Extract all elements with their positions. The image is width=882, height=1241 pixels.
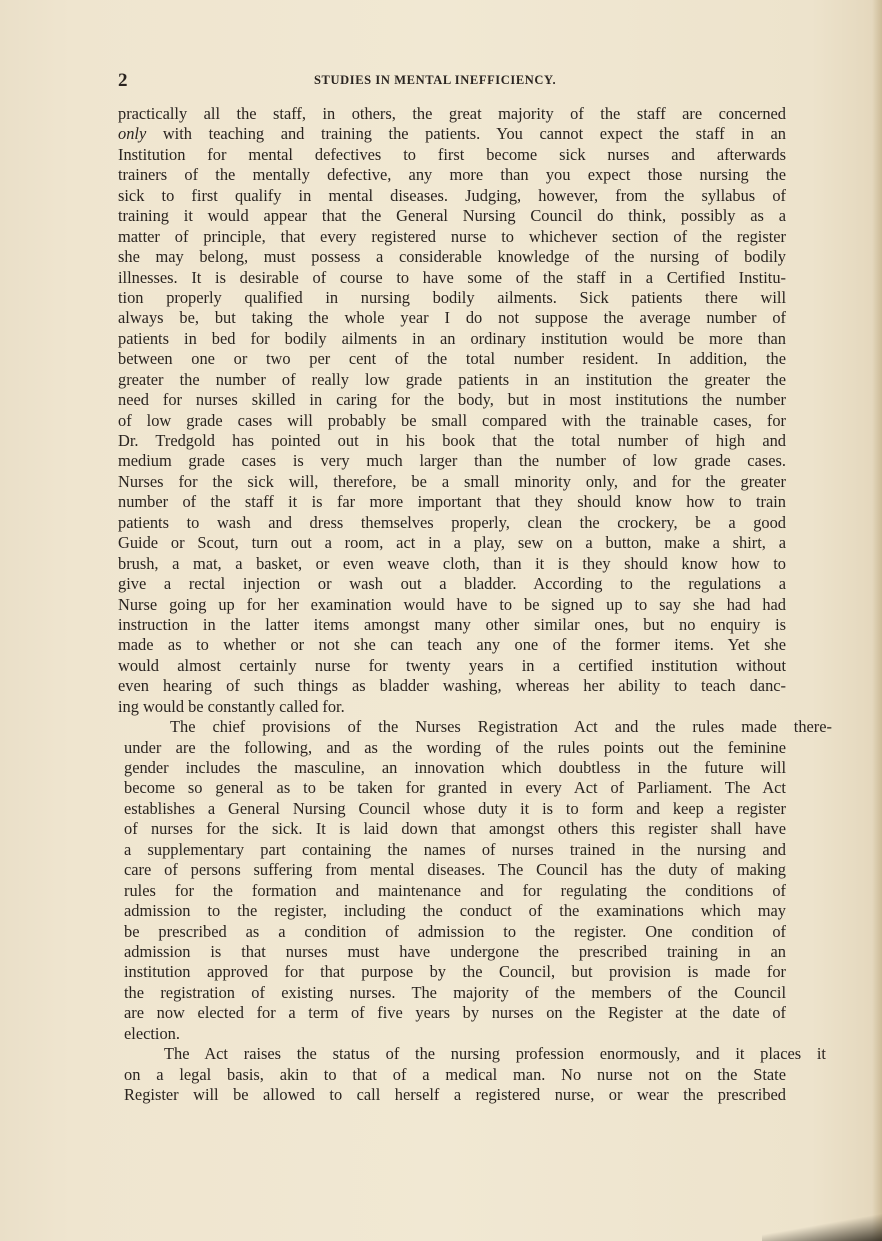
text-line: admission is that nurses must have undergone the prescribed training in an <box>124 941 786 961</box>
text-line: of nurses for the sick. It is laid down that amongst others this register shall have <box>124 819 786 839</box>
text-line: practically all the staff, in others, the great majority of the staff are concerned <box>118 104 786 123</box>
text-line: instruction in the latter items amongst many other similar ones, but no enquiry is <box>118 614 786 634</box>
text-line: Dr. Tredgold has pointed out in his book that the total number of high and <box>118 431 786 450</box>
text-line: become so general as to be taken for granted in every Act of Parliament. The Act <box>124 778 786 798</box>
text-line: establishes a General Nursing Council whose duty it is to form and keep a register <box>124 798 786 818</box>
text-line: of low grade cases will probably be small compared with the trainable cases, for <box>118 410 786 430</box>
text-line: ing would be constantly called for. <box>118 696 345 716</box>
text-line: The chief provisions of the Nurses Registration Act and the rules made there- <box>170 717 832 737</box>
text-line: patients to wash and dress themselves properly, clean the crockery, be a good <box>118 512 786 532</box>
text-line: under are the following, and as the wording of the rules points out the feminine <box>124 737 786 757</box>
text-line: greater the number of really low grade patients in an institution the greater the <box>118 369 786 389</box>
text-line: Institution for mental defectives to first become sick nurses and afterwards <box>118 144 786 164</box>
text-line: be prescribed as a condition of admission to the register. One condition of <box>124 921 786 941</box>
text-line: Register will be allowed to call herself a registered nurse, or wear the prescribed <box>124 1085 786 1104</box>
text-line: admission to the register, including the conduct of the examinations which may <box>124 901 786 921</box>
paragraph-2 <box>118 717 832 1044</box>
text-line: made as to whether or not she can teach any one of the former items. Yet she <box>118 635 786 655</box>
text-line: a supplementary part containing the names of nurses trained in the nursing and <box>124 839 786 859</box>
text-line: number of the staff it is far more important that they should know how to train <box>118 492 786 512</box>
text-line: institution approved for that purpose by the Council, but provision is made for <box>124 962 786 982</box>
text-line: give a rectal injection or wash out a bladder. According to the regulations a <box>118 574 786 594</box>
text-line: medium grade cases is very much larger than the number of low grade cases. <box>118 451 786 471</box>
body-text <box>118 104 832 1105</box>
page-header <box>118 70 786 94</box>
paragraph-3 <box>118 1044 826 1105</box>
corner-shadow <box>762 1201 882 1241</box>
text-line: rules for the formation and maintenance and for regulating the conditions of <box>124 880 786 900</box>
text-line: tion properly qualified in nursing bodily ailments. Sick patients there will <box>118 287 786 307</box>
italic-word: only <box>118 124 147 144</box>
text-line: on a legal basis, akin to that of a medical man. No nurse not on the State <box>124 1064 786 1084</box>
text-line-rest: with teaching and training the patients. You cannot expect the staff in an <box>162 124 786 144</box>
text-line: between one or two per cent of the total number resident. In addition, the <box>118 349 786 369</box>
text-line: patients in bed for bodily ailments in an ordinary institution would be more than <box>118 328 786 348</box>
text-line: gender includes the masculine, an innovation which doubtless in the future will <box>124 758 786 777</box>
text-line: the registration of existing nurses. The majority of the members of the Council <box>124 982 786 1002</box>
paragraph-1 <box>118 104 786 717</box>
text-line: training it would appear that the General Nursing Council do think, possibly as a <box>118 206 786 226</box>
text-line: would almost certainly nurse for twenty years in a certified institution without <box>118 655 786 675</box>
text-line: brush, a mat, a basket, or even weave cloth, than it is they should know how to <box>118 553 786 573</box>
text-line: Nurses for the sick will, therefore, be a small minority only, and for the greater <box>118 471 786 491</box>
text-line: Guide or Scout, turn out a room, act in a play, sew on a button, make a shirt, a <box>118 533 786 553</box>
text-line: matter of principle, that every registered nurse to whichever section of the register <box>118 226 786 246</box>
page-edge-shading <box>872 0 882 1241</box>
text-line <box>118 124 786 144</box>
page-number: 2 <box>118 70 128 91</box>
text-line: sick to first qualify in mental diseases. Judging, however, from the syllabus of <box>118 185 786 205</box>
text-line: Nurse going up for her examination would have to be signed up to say she had had <box>118 594 786 614</box>
text-line: she may belong, must possess a considerable knowledge of the nursing of bodily <box>118 247 786 267</box>
text-line: trainers of the mentally defective, any more than you expect those nursing the <box>118 165 786 185</box>
text-line: care of persons suffering from mental diseases. The Council has the duty of making <box>124 860 786 880</box>
text-line: illnesses. It is desirable of course to have some of the staff in a Certified Institu- <box>118 267 786 287</box>
text-line: need for nurses skilled in caring for the body, but in most institutions the number <box>118 390 786 410</box>
text-line: election. <box>124 1023 180 1043</box>
text-line: always be, but taking the whole year I do not suppose the average number of <box>118 308 786 328</box>
running-title: STUDIES IN MENTAL INEFFICIENCY. <box>314 73 557 87</box>
text-line: are now elected for a term of five years by nurses on the Register at the date of <box>124 1003 786 1023</box>
text-line: The Act raises the status of the nursing profession enormously, and it places it <box>164 1044 826 1064</box>
text-line: even hearing of such things as bladder washing, whereas her ability to teach danc- <box>118 676 786 696</box>
